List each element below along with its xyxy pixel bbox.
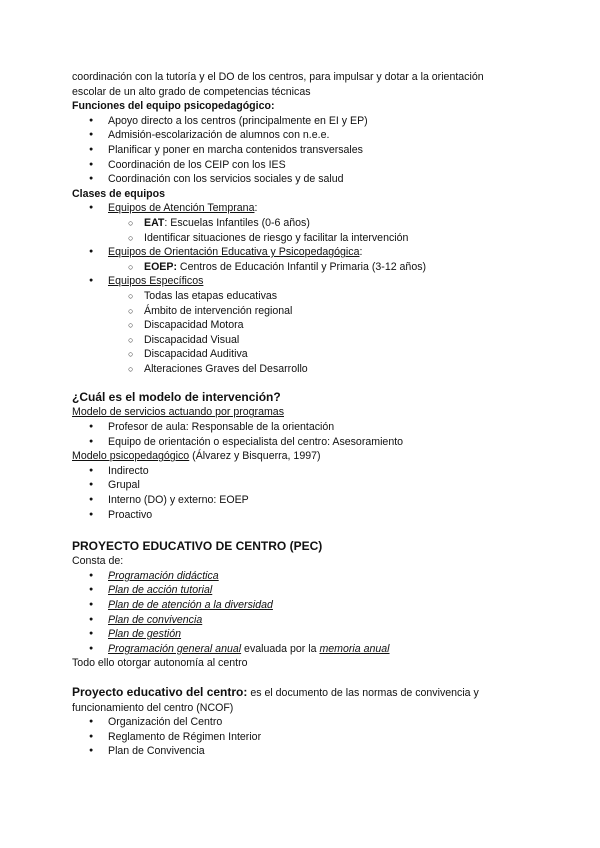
modelo-heading: ¿Cuál es el modelo de intervención? — [72, 390, 281, 405]
eoep-text: Centros de Educación Infantil y Primaria (3-12 años) — [176, 260, 427, 273]
pec-link[interactable]: Plan de acción tutorial — [108, 584, 213, 597]
atencion-temprana-sublist — [108, 216, 528, 245]
pec-heading: PROYECTO EDUCATIVO DE CENTRO (PEC) — [72, 539, 323, 554]
clases-title: Clases de equipos — [72, 187, 166, 200]
pec-consta: Consta de: — [72, 555, 124, 568]
pec-link[interactable]: Programación didáctica — [108, 569, 219, 582]
list-item-orientacion — [72, 245, 528, 274]
list-item: ● Organización del Centro — [72, 715, 528, 730]
proyecto-list — [72, 715, 528, 759]
eat-text: : Escuelas Infantiles (0-6 años) — [164, 216, 310, 229]
especificos-sublist — [108, 289, 528, 377]
proyecto-text-2: funcionamiento del centro (NCOF) — [72, 701, 234, 714]
pec-footer: Todo ello otorgar autonomía al centro — [72, 657, 248, 670]
pec-list — [72, 569, 528, 657]
list-item: ● Coordinación de los CEIP con los IES — [72, 158, 528, 173]
orientacion-sublist — [108, 260, 528, 275]
intro-line-1: coordinación con la tutoría y el DO de los centros, para impulsar y dotar a la orientación — [72, 71, 484, 83]
pec-link[interactable]: Plan de gestión — [108, 628, 182, 641]
list-item-especificos — [72, 274, 528, 376]
list-item: ○ Discapacidad Visual — [108, 333, 528, 348]
list-item — [72, 613, 528, 628]
eat-label: EAT — [144, 216, 165, 229]
list-item-atencion-temprana — [72, 201, 528, 245]
list-item: ● Grupal — [72, 478, 528, 493]
atencion-temprana-label: Equipos de Atención Temprana — [108, 202, 255, 215]
modelo-psico-label: Modelo psicopedagógico — [72, 450, 190, 463]
list-item: ○ Todas las etapas educativas — [108, 289, 528, 304]
intro-line-2: escolar de un alto grado de competencias técnicas — [72, 85, 311, 98]
modelo-servicios-label: Modelo de servicios actuando por programas — [72, 406, 284, 419]
list-item: ○ Ámbito de intervención regional — [108, 304, 528, 319]
modelo-psico-list — [72, 464, 528, 522]
pec-link[interactable]: Plan de convivencia — [108, 613, 203, 626]
especificos-label: Equipos Específicos — [108, 275, 204, 288]
list-item: ● Planificar y poner en marcha contenidos transversales — [72, 143, 528, 158]
colon: : — [359, 246, 363, 259]
document-page — [72, 70, 528, 759]
pec-link-pga[interactable]: Programación general anual — [108, 642, 242, 655]
list-item: ● Interno (DO) y externo: EOEP — [72, 493, 528, 508]
list-item: ● Admisión-escolarización de alumnos con n.e.e. — [72, 128, 528, 143]
list-item: ● Plan de Convivencia — [72, 744, 528, 759]
list-item: ○ Discapacidad Auditiva — [108, 347, 528, 362]
colon: : — [254, 202, 258, 215]
modelo-psico-cite: (Álvarez y Bisquerra, 1997) — [189, 450, 321, 463]
funciones-list — [72, 114, 528, 187]
list-item: ● Equipo de orientación o especialista del centro: Asesoramiento — [72, 435, 528, 450]
list-item — [72, 642, 528, 657]
list-item: ● Coordinación con los servicios sociales y de salud — [72, 172, 528, 187]
list-item — [72, 569, 528, 584]
list-item: ● Apoyo directo a los centros (principalmente en EI y EP) — [72, 114, 528, 129]
pec-link[interactable]: Plan de de atención a la diversidad — [108, 599, 273, 611]
modelo-servicios-list — [72, 420, 528, 449]
list-item — [72, 627, 528, 642]
proyecto-title: Proyecto educativo del centro: — [72, 684, 248, 699]
list-item: ○ Discapacidad Motora — [108, 318, 528, 333]
list-item: ● Profesor de aula: Responsable de la orientación — [72, 420, 528, 435]
proyecto-text: es el documento de las normas de convivencia y — [247, 686, 479, 699]
list-item: ○ Identificar situaciones de riesgo y facilitar la intervención — [108, 231, 528, 246]
orientacion-label: Equipos de Orientación Educativa y Psicopedagógica — [108, 246, 360, 259]
clases-list — [72, 201, 528, 376]
list-item — [72, 583, 528, 598]
proyecto-line — [72, 685, 528, 701]
list-item — [108, 260, 528, 275]
list-item — [108, 216, 528, 231]
list-item: ● Reglamento de Régimen Interior — [72, 730, 528, 745]
modelo-psico-line — [72, 449, 528, 464]
pec-mid-text: evaluada por la — [241, 642, 320, 655]
list-item — [72, 598, 528, 613]
list-item: ● Indirecto — [72, 464, 528, 479]
eoep-label: EOEP: — [144, 260, 177, 273]
pec-link-memoria[interactable]: memoria anual — [319, 642, 390, 655]
list-item: ○ Alteraciones Graves del Desarrollo — [108, 362, 528, 377]
funciones-title: Funciones del equipo psicopedagógico: — [72, 100, 275, 113]
list-item: ● Proactivo — [72, 508, 528, 523]
